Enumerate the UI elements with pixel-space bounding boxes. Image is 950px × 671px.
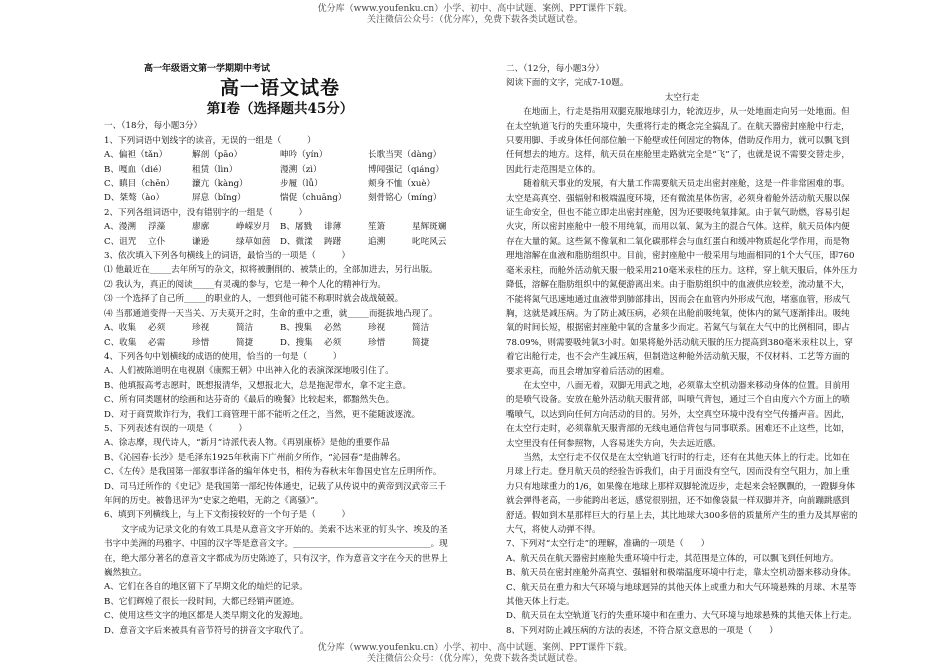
q7-option-a: A、航天员在航天器密封座舱失重环境中行走，其范围是立体的，可以飘飞到任何地方。 (506, 553, 839, 564)
passage-paragraph-4: 当然，太空行走不仅仅是在太空轨道飞行时的行走，还有在其他天体上的行走。比如在月球上行走。登月航天员的经验告诉我们，由于月面没有空气，因而没有空气阻力，加上重力只有地球重力的1/6，如果像在地球上那样双脚轮流迈步，走起来会轻飘飘的，一蹬脚身体就会弹得老高，一步能跨出老远，感觉很别扭，还不如像袋鼠一样双脚并齐，向前蹦跳感到舒适。假如到木星那样巨大的行星上去，其比地球大300多倍的质量所产生的重力及其厚密的大气，将使人动弹不得。 (506, 452, 858, 535)
q3-sentence-1: ⑴ 他最近在_____去年所写的杂文，拟将被删削的、被禁止的，全部加进去，另行出版。 (104, 265, 438, 276)
passage-paragraph-2: 随着航天事业的发展，有大量工作需要航天员走出密封座舱，这是一件非常困难的事。太空是高真空、强辐射和极端温度环境，还有微流星体伤害，必须身着舱外活动航天服以保证生命安全，但也不能立即走出密封座舱，因为还要吸纯氧排氮。由于氧气助燃，容易引起火灾，所以密封座舱中一般不用纯氧，而用以氧、氮为主的混合气体。这样，航天员体内便存在大量的氮。这些氮不像氧和二氧化碳那样会与血红蛋白和缓冲物质起化学作用，而是物理地溶解在血液和脂肪组织中。目前，密封座舱中一般采用与地面相同的1个大气压，即760毫米汞柱，而舱外活动航天服一般采用210毫米汞柱的压力。这样，穿上航天服后，体外压力降低，溶解在脂肪组织中的氮便游离出来。由于脂肪组织中的血液供应较差，流动量不大，不能将氮气迅速地通过血液带到肺部排出，因而会在血管内外形成气泡，堵塞血管，形成气胸，这就是减压病。为了防止减压病，必须在出舱前吸纯氧，使体内的氮气逐渐排出。吸纯氧的时间长短，根据密封座舱中氧的含量多少而定。若氮气与氧在大气中的比例相同，即占78.09%，则需要吸纯氧3小时。如果将舱外活动航天服的压力提高到380毫米汞柱以上，穿着它出舱行走，也不会产生减压病，但制造这种舱外活动航天服，不仅材料、工艺等方面的要求更高，而且会增加穿着后活动的困难。 (506, 179, 858, 377)
q3-options-cd: C、收集 必需 珍惜 简捷 D、搜集 必须 珍惜 简捷 (104, 337, 430, 348)
footer-line-2: 关注微信公众号：（优分库），免费下载各类试题试卷。 (366, 654, 583, 664)
q3-options-ab: A、收集 必须 珍视 简洁 B、搜集 必然 珍视 简洁 (104, 323, 430, 334)
q6-option-d: D、意音文字后来被具有音节符号的拼音文字取代了。 (104, 625, 309, 636)
q4-stem: 4、下列各句中划横线的成语的使用，恰当的一句是（ ） (104, 351, 342, 362)
q1-option-d: D、桀骜（ào） 屏息（bǐng） 惴促（chuāng） 刻骨铭心（míng） (104, 193, 442, 204)
q6-passage: 文字成为记录文化的有效工具是从意音文字开始的。美索不达米亚的钉头字、埃及的圣书字中美洲的玛雅字、中国的汉字等是意音文字。________________________________。现在，绝大部分著名的意音文字都成为历史陈迹了，只有汉字，作为意音文字在今天的世界上巍然独立。 (104, 524, 448, 578)
q3-sentence-4: ⑷ 当那通道变得一天当关、万夫莫开之时，生命的重中之重，就_____而挺拔地凸现了。 (104, 308, 438, 319)
q3-stem: 3、依次填入下列各句横线上的词语，最恰当的一项是（ ） (104, 251, 351, 262)
exam-title: 高一语文试卷 (219, 77, 340, 100)
passage-paragraph-3: 在太空中，八面无着，双脚无用武之地，必须靠太空机动器来移动身体的位置。目前用的是喷气设备。安放在舱外活动航天服背部，叫喷气背包，通过三个自由度六个方面上的喷嘴喷气，以达到向任何方向活动的目的。另外，太空真空环境中没有空气传播声音。因此，在太空行走时，必须靠航天服背部的无线电通信背包与同事联系。困难还不止这些，比如，太空里没有任何参照物，人容易迷失方向，失去远近感。 (506, 380, 850, 449)
q5-option-a: A、徐志摩，现代诗人，“新月”诗派代表人物。《再别康桥》是他的重要作品 (104, 438, 390, 449)
bottom-footer (0, 643, 950, 665)
q7-option-c: C、航天员在重力和大气环境与地球迥异的其他天体上或重力和大气环境悬殊的月球、木星等其他天体上行走。 (506, 582, 857, 608)
q2-options-ab: A、漫溯 浮藻 廖廓 峥嵘岁月 B、屠戮 诽薄 笙箫 星辉斑斓 (104, 222, 447, 233)
top-header (0, 4, 950, 26)
q5-stem: 5、下列表述有误的一项是（ ） (104, 423, 247, 434)
exam-subtitle: 高一年级语文第一学期期中考试 (144, 64, 271, 74)
passage-title: 太空行走 (664, 92, 700, 103)
q4-option-b: B、他填报高考志愿时，既想报清华，又想报北大，总是拖泥带水，拿不定主意。 (104, 380, 412, 391)
q4-option-c: C、所有同类题材的绘画和达芬奇的《最后的晚餐》比较起来，都黯然失色。 (104, 395, 395, 406)
left-column (104, 62, 456, 638)
q4-option-d: D、对于商贾欺诈行为，我们工商管理干部不能听之任之，当然，更不能随波逐流。 (104, 409, 421, 420)
part-2-heading: 二、（12分，每小题3分） (506, 64, 605, 74)
section-heading: 第Ⅰ卷（选择题共45分） (206, 101, 354, 118)
q7-stem: 7、下列对“太空行走”的理解，准确的一项是（ ） (506, 539, 710, 550)
q1-option-b: B、嘎血（dié） 租赁（lìn） 漫溯（zì） 博闻强记（qiáng） (104, 164, 444, 175)
q8-stem: 8、下列对防止减压病的方法的表述，不符合原文意思的一项是（ ） (506, 625, 778, 636)
passage-paragraph-1: 在地面上，行走是指用双腿克服地球引力，轮流迈步，从一处地面走向另一处地面。但在太空轨道飞行的失重环境中，失重将行走的概念完全搞乱了。在航天器密封座舱中行走，只要用脚、手或身体任何部位触一下舱壁或任何固定的物体，借助反作用力，就可以飘飞到任何想去的地方。这样，航天员在座舱里走路就完全是“飞”了，也就是说不需要交替走步，因此行走范围是立体的。 (506, 107, 850, 175)
q7-option-b: B、航天员在密封座舱外高真空、强辐射和极端温度环境中行走，靠太空机动器来移动身体。 (506, 568, 857, 579)
q5-option-b: B、《沁园春·长沙》是毛泽东1925年秋南下广州前夕所作，“沁园春”是曲牌名。 (104, 452, 406, 463)
q1-stem: 1、下列词语中划线字的读音，无误的一组是（ ） (104, 135, 316, 146)
q5-option-d-line-2: 年间的历史。被鲁迅评为“史家之绝唱，无韵之《离骚》”。 (104, 495, 324, 506)
right-column (506, 62, 858, 638)
footer-line-1: 优分库（www.youfenku.cn）小学、初中、高中试题、案例、PPT课件下载。 (317, 643, 633, 653)
header-line-1: 优分库（www.youfenku.cn）小学、初中、高中试题、案例、PPT课件下载。 (317, 4, 633, 14)
q2-stem: 2、下列各组词语中，没有错别字的一组是（ ） (104, 207, 308, 218)
q6-stem: 6、填到下列横线上，与上下文衔接较好的一个句子是（ ） (104, 510, 351, 521)
q6-option-a: A、它们在各自的地区留下了早期文化的灿烂的记录。 (104, 582, 308, 593)
q3-sentence-3: ⑶ 一个选择了自己所_____的职业的人，一想到他可能不称职时就会战战兢兢。 (104, 294, 404, 305)
q6-option-b: B、它们辉煌了很长一段时间，大都已经销声匿迹。 (104, 596, 300, 607)
part-1-heading: 一、（18分，每小题3分） (104, 121, 203, 132)
q2-options-cd: C、诅咒 立仆 谦逊 绿草如茵 D、微漾 踌躇 追溯 叱咤风云 (104, 236, 447, 247)
q5-option-c: C、《左传》是我国第一部叙事详备的编年体史书，相传为春秋末年鲁国史官左丘明所作。 (104, 467, 442, 478)
q5-option-d-line-1: D、司马迁所作的《史记》是我国第一部纪传体通史，记载了从传说中的黄帝到汉武帝三千 (104, 481, 447, 492)
q1-option-c: C、瞋目（chēn） 濂亢（kàng） 步履（lǚ） 颊身不恤（xuè） (104, 179, 436, 190)
reading-instruction: 阅读下面的文字，完成7-10题。 (506, 78, 629, 89)
q4-option-a: A、人们被陈道明在电视剧《康熙王朝》中出神入化的表演深深地吸引住了。 (104, 366, 394, 377)
q1-option-a: A、偏袒（tǎn） 解剖（pāo） 呻吟（yín） 长歌当哭（dàng） (104, 150, 442, 161)
q6-option-c: C、使用这些文字的地区都是人类早期文化的发源地。 (104, 611, 309, 622)
q7-option-d: D、航天员在太空轨道飞行的失重环境中和在重力、大气环境与地球悬殊的其他天体上行走。 (506, 611, 857, 622)
q3-sentence-2: ⑵ 我认为，真正的阅读_____有灵魂的参与，它是一种个人化的精神行为。 (104, 279, 387, 290)
header-line-2: 关注微信公众号：（优分库），免费下载各类试题试卷。 (366, 15, 583, 25)
